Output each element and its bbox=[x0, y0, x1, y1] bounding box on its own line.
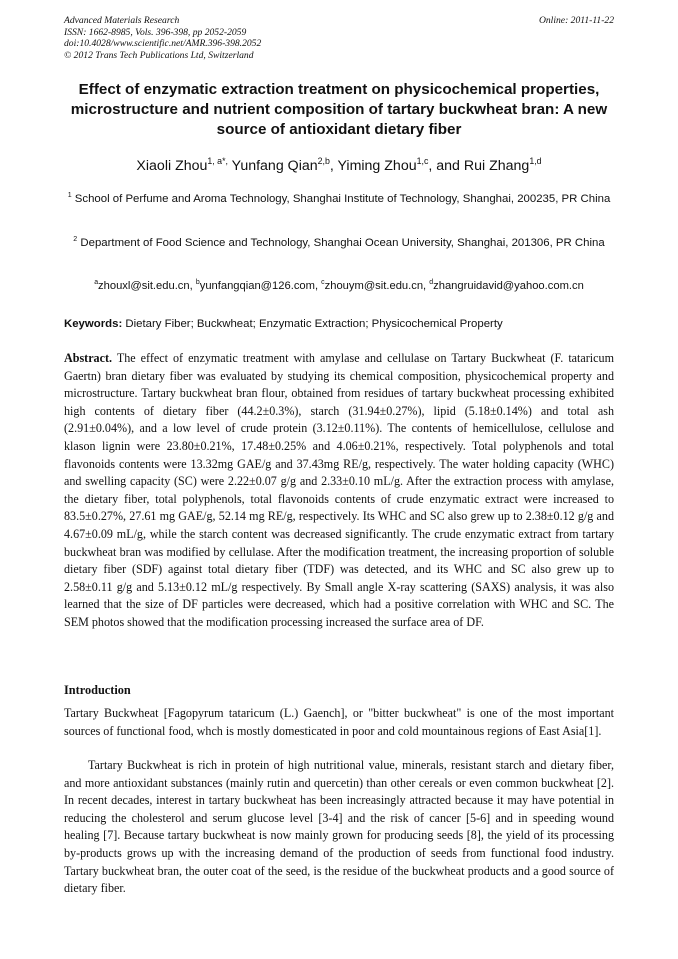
doi-line: doi:10.4028/www.scientific.net/AMR.396-398.2052 bbox=[64, 38, 262, 50]
author-affiliation-marker: 2,b bbox=[317, 155, 330, 166]
abstract-label: Abstract. bbox=[64, 351, 113, 365]
email-address[interactable]: zhangruidavid@yahoo.com.cn bbox=[433, 280, 584, 292]
email-marker: b bbox=[195, 278, 200, 286]
abstract-text: The effect of enzymatic treatment with amylase and cellulase on Tartary Buckwheat (F. tataricum Gaertn) bran dietary fiber was evaluated by studying its chemical composition, physicochemical property and microstructure. Tartary buckwheat bran flour, obtained from residues of tartary buckwheat processing exhibited high contents of dietary fiber (44.2±0.3%), starch (31.94±0.27%), lipid (5.18±0.14%) and total ash (2.91±0.04%), and a low level of crude protein (3.12±0.11%). The contents of hemicellulose, cellulose and klason lignin were 23.80±0.21%, 17.48±0.25% and 4.06±0.21%, respectively. Total polyphenols and total flavonoids contents were 13.32mg GAE/g and 37.43mg RE/g, respectively. The water holding capacity (WHC) and swelling capacity (SC) were 2.22±0.07 g/g and 2.33±0.10 mL/g. After the extraction process with amylase, the dietary fiber, total polyphenols, total flavonoids contents of crude enzymatic extract were increased to 83.5±0.27%, 27.61 mg GAE/g, 52.14 mg RE/g, respectively. Its WHC and SC also grew up to 2.38±0.12 g/g and 4.67±0.09 mL/g, while the starch content was decreased significantly. The crude enzymatic extract from tartary buckwheat bran was modified by cellulase. After the modification treatment, the increasing proportion of soluble dietary fiber (SDF) against total dietary fiber (TDF) was detected, and its WHC and SC also grew up to 2.58±0.11 g/g and 5.13±0.12 mL/g respectively. By Small angle X-ray scattering (SAXS) analysis, it was also learned that the size of DF particles were decreased, which had a positive correlation with WHC and SC. The SEM photos showed that the modification processing increased the surface area of DF. bbox=[64, 351, 614, 629]
keywords-text: Dietary Fiber; Buckwheat; Enzymatic Extraction; Physicochemical Property bbox=[122, 318, 503, 330]
author-name: , Yiming Zhou bbox=[329, 158, 417, 174]
paper-title: Effect of enzymatic extraction treatment on physicochemical properties, microstructure and nutrient composition of tartary buckwheat bran: A new source of antioxidant dietary fiber bbox=[70, 81, 608, 138]
introduction-heading: Introduction bbox=[64, 683, 131, 697]
author-name: Yunfang Qian bbox=[227, 158, 318, 174]
introduction-paragraph-1: Tartary Buckwheat [Fagopyrum tataricum (L.) Gaench], or "bitter buckwheat" is one of the most important sources of functional food, whch is mostly domesticated in poor and cold mountainous regions of East Asia[1]. bbox=[64, 706, 614, 738]
author-emails bbox=[64, 277, 614, 295]
email-address[interactable]: zhouym@sit.edu.cn, bbox=[324, 280, 430, 292]
copyright-line: © 2012 Trans Tech Publications Ltd, Switzerland bbox=[64, 49, 254, 61]
journal-header bbox=[64, 15, 614, 61]
author-name: Xiaoli Zhou bbox=[136, 158, 208, 174]
email-marker: a bbox=[94, 278, 99, 286]
affiliation-2 bbox=[64, 234, 614, 253]
abstract bbox=[64, 350, 614, 632]
email-marker: d bbox=[429, 278, 434, 286]
email-marker: c bbox=[321, 278, 325, 286]
online-date: Online: 2011-11-22 bbox=[538, 15, 614, 26]
journal-name: Advanced Materials Research bbox=[64, 15, 180, 26]
author-affiliation-marker: 1,c bbox=[416, 155, 429, 166]
affiliation-marker: 1 bbox=[67, 191, 72, 199]
affiliation-text: Department of Food Science and Technology, Shanghai Ocean University, Shanghai, 201306, PR China bbox=[77, 237, 605, 249]
affiliation-marker: 2 bbox=[73, 235, 78, 243]
email-address[interactable]: zhouxl@sit.edu.cn, bbox=[98, 280, 196, 292]
author-affiliation-marker: 1,d bbox=[529, 155, 542, 166]
introduction-paragraph-2: Tartary Buckwheat is rich in protein of high nutritional value, minerals, resistant starch and dietary fiber, and more antioxidant substances (mainly rutin and quercetin) than other cereals or even common buckwheat [2]. In recent decades, interest in tartary buckwheat has been increasingly attracted because it may have potential in reducing the cholesterol and serum glucose level [3-4] and the risk of cancer [5-6] and in speeding wound healing [7]. Because tartary buckwheat is now mainly grown for producing seeds [8], the yield of its processing by-products grows up with the increasing demand of the production of seeds from functional food industry. Tartary buckwheat bran, the outer coat of the seed, is the residue of the buckwheat products and a good source of dietary fiber. bbox=[64, 758, 614, 896]
issn-line: ISSN: 1662-8985, Vols. 396-398, pp 2052-2059 bbox=[64, 26, 247, 38]
keywords-label: Keywords: bbox=[64, 318, 123, 330]
keywords bbox=[64, 316, 614, 332]
author-name: , and Rui Zhang bbox=[428, 158, 530, 174]
affiliation-1 bbox=[64, 190, 614, 209]
author-affiliation-marker: 1, a*, bbox=[207, 155, 228, 166]
author-list bbox=[60, 156, 618, 176]
email-address[interactable]: yunfangqian@126.com, bbox=[199, 280, 322, 292]
affiliation-text: School of Perfume and Aroma Technology, Shanghai Institute of Technology, Shanghai, 200235, PR China bbox=[71, 193, 611, 205]
